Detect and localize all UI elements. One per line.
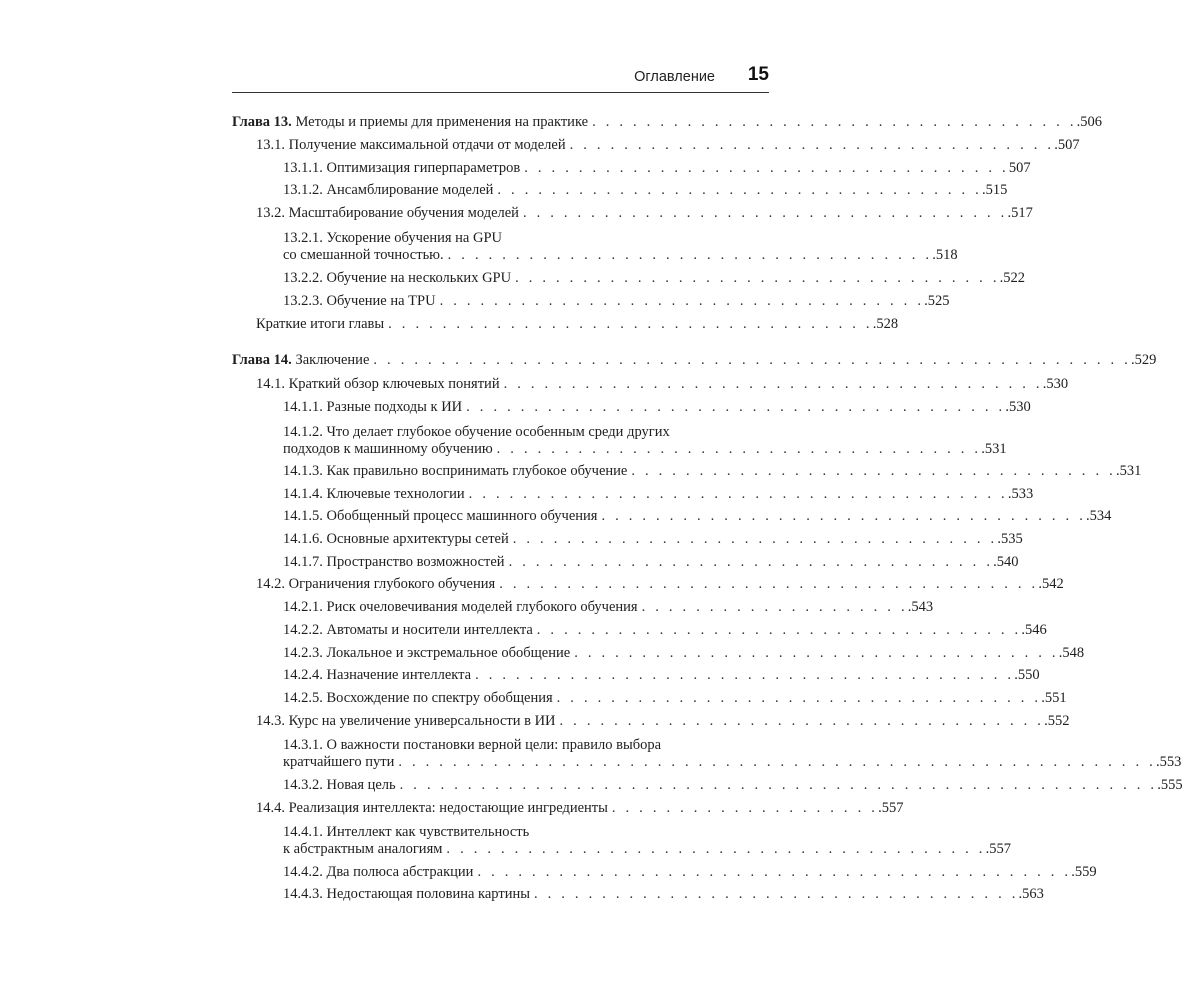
toc-page-number: .542 [1038,576,1064,592]
toc-entry-title: 13.2. Масштабирование обучения моделей [256,205,519,221]
toc-subsection-13-2-2[interactable] [283,270,1026,287]
toc-page-number: .525 [924,293,950,309]
leader-dots: . . . . . . . . . . . . . . . . . . . . . . . . . . . . . . . . . . . . . . . . [466,399,1006,415]
toc-subsection-14-4-1[interactable] [283,824,1011,858]
toc-entry-title-line2: кратчайшего пути [283,754,395,770]
toc-entry-title: 14.2.5. Восхождение по спектру обобщения [283,690,553,706]
toc-page-number: .546 [1021,622,1047,638]
toc-entry-title-line1: 13.2.1. Ускорение обучения на GPU [283,230,502,246]
leader-dots: . . . . . . . . . . . . . . . . . . . . . . . . . . . . . . . . . . . . . . . . . . . . . . . . . . . . . . . . [399,777,1158,793]
toc-entry-title-line2: подходов к машинному обучению [283,441,493,457]
toc-section-14-4[interactable] [256,800,904,817]
leader-dots: . . . . . . . . . . . . . . . . . . . . . . . . . . . . . . . . . . . . [559,713,1045,729]
leader-dots: . . . . . . . . . . . . . . . . . . . . . . . . . . . . . . . . . . . . [556,690,1042,706]
leader-dots: . . . . . . . . . . . . . . . . . . . . . . . . . . . . . . . . . . . . [496,441,982,457]
toc-subsection-14-1-1[interactable] [283,399,1031,416]
toc-page-number: .548 [1058,645,1085,661]
leader-dots: . . . . . . . . . . . . . . . . . . . . [611,800,879,816]
leader-dots: . . . . . . . . . . . . . . . . . . . . . . . . . . . . . . . . . . . . [524,160,1009,176]
toc-entry-title: 14.4. Реализация интеллекта: недостающие ингредиенты [256,800,608,816]
toc-entry-title: 14.2.1. Риск очеловечивания моделей глубокого обучения [283,599,638,615]
toc-page-number: .507 [1054,137,1080,153]
leader-dots: . . . . . . . . . . . . . . . . . . . . . . . . . . . . . . . . . . . . . . . . . . . . . . . . . . . . . . . . [373,352,1131,368]
leader-dots: . . . . . . . . . . . . . . . . . . . . . . . . . . . . . . . . . . . . [569,137,1055,153]
toc-entry-title: 14.2. Ограничения глубокого обучения [256,576,496,592]
toc-subsection-14-1-6[interactable] [283,531,1023,548]
leader-dots: . . . . . . . . . . . . . . . . . . . . . . . . . . . . . . . . . . . . [601,508,1087,524]
toc-entry-title-line2: со смешанной точностью. [283,247,444,263]
toc-entry-title: 14.1.3. Как правильно воспринимать глубокое обучение [283,463,628,479]
leader-dots: . . . . . . . . . . . . . . . . . . . . . . . . . . . . . . . . . . . . [439,293,925,309]
toc-subsection-14-1-7[interactable] [283,554,1019,571]
toc-entry-title: 14.3. Курс на увеличение универсальности в ИИ [256,713,556,729]
toc-subsection-13-1-2[interactable] [283,182,1008,199]
toc-subsection-14-1-4[interactable] [283,486,1034,503]
toc-subsection-14-1-3[interactable] [283,463,1142,480]
chapter-title: Методы и приемы для применения на практике [291,114,589,130]
toc-entry-title: Краткие итоги главы [256,316,385,332]
toc-subsection-14-2-1[interactable] [283,599,934,616]
toc-entry-title: 14.1.5. Обобщенный процесс машинного обучения [283,508,598,524]
leader-dots: . . . . . . . . . . . . . . . . . . . . . . . . . . . . . . . . . . . . [508,554,994,570]
toc-entry-title: 13.1.1. Оптимизация гиперпараметров [283,160,521,176]
table-of-contents [232,0,1183,1000]
toc-entry-title: 14.2.4. Назначение интеллекта [283,667,472,683]
toc-subsection-14-2-5[interactable] [283,690,1067,707]
toc-subsection-14-3-2[interactable] [283,777,1183,794]
toc-entry-title-line1: 14.4.1. Интеллект как чувствительность [283,824,530,840]
toc-page-number: .530 [1042,376,1069,392]
toc-subsection-13-1-1[interactable] [283,160,1031,177]
toc-page-number: .522 [999,270,1026,286]
toc-section-14-2[interactable] [256,576,1064,593]
leader-dots: . . . . . . . . . . . . . . . . . . . . . . . . . . . . . . . . . . . . . . . . [446,841,986,857]
toc-subsection-14-1-5[interactable] [283,508,1112,525]
toc-page-number: .518 [932,247,958,263]
page-number: 15 [747,64,769,85]
toc-page-number: .528 [872,316,899,332]
toc-page-number: .535 [997,531,1023,547]
leader-dots: . . . . . . . . . . . . . . . . . . . . . . . . . . . . . . . . . . . . [388,316,873,332]
toc-entry-title: 14.4.3. Недостающая половина картины [283,886,530,902]
toc-page-number: .534 [1086,508,1112,524]
toc-chapter-13-summary[interactable] [256,316,899,333]
leader-dots: . . . . . . . . . . . . . . . . . . . . . . . . . . . . . . . . . . . . [592,114,1077,130]
leader-dots: . . . . . . . . . . . . . . . . . . . . . . . . . . . . . . . . . . . . . . . . [499,576,1039,592]
toc-page-number: .531 [981,441,1007,457]
leader-dots: . . . . . . . . . . . . . . . . . . . . . . . . . . . . . . . . . . . . . . . . [503,376,1043,392]
toc-subsection-14-3-1[interactable] [283,737,1182,771]
toc-subsection-13-2-3[interactable] [283,293,950,310]
toc-subsection-13-2-1[interactable] [283,230,958,264]
toc-page-number: 507 [1008,160,1031,176]
toc-subsection-14-2-4[interactable] [283,667,1040,684]
leader-dots: . . . . . . . . . . . . . . . . . . . . . . . . . . . . . . . . . . . . [447,247,933,263]
toc-section-14-1[interactable] [256,376,1069,393]
toc-page-number: .515 [981,182,1008,198]
toc-entry-title: 14.3.2. Новая цель [283,777,396,793]
toc-entry-title: 14.4.2. Два полюса абстракции [283,864,474,880]
toc-entry-title: 14.2.2. Автоматы и носители интеллекта [283,622,533,638]
toc-page-number: .533 [1007,486,1034,502]
toc-entry-title: 14.1.1. Разные подходы к ИИ [283,399,463,415]
leader-dots: . . . . . . . . . . . . . . . . . . . . . . . . . . . . . . . . . . . . . . . . [475,667,1015,683]
toc-page-number: .540 [993,554,1019,570]
chapter-label: Глава 13. [232,114,292,130]
toc-page-number: .563 [1018,886,1044,902]
leader-dots: . . . . . . . . . . . . . . . . . . . . . . . . . . . . . . . . . . . . . . . . . . . . . . . . . . . . . . . . [398,754,1156,770]
toc-page-number: .555 [1157,777,1183,793]
toc-page-number: .543 [907,599,934,615]
toc-entry-title: 14.1.7. Пространство возможностей [283,554,505,570]
toc-page-number: .506 [1076,114,1103,130]
leader-dots: . . . . . . . . . . . . . . . . . . . . . . . . . . . . . . . . . . . . [631,463,1116,479]
toc-entry-title: 14.1.4. Ключевые технологии [283,486,465,502]
toc-entry-title-line1: 14.1.2. Что делает глубокое обучение особенным среди других [283,424,670,440]
toc-page-number: .550 [1014,667,1040,683]
toc-entry-title: 13.2.3. Обучение на TPU [283,293,436,309]
toc-entry-title-line2: к абстрактным аналогиям [283,841,443,857]
toc-page-number: .551 [1041,690,1067,706]
toc-subsection-14-1-2[interactable] [283,424,1007,458]
toc-entry-title: 13.1. Получение максимальной отдачи от моделей [256,137,566,153]
toc-page-number: .529 [1130,352,1157,368]
chapter-title: Заключение [291,352,370,368]
toc-entry-title: 14.2.3. Локальное и экстремальное обобщение [283,645,571,661]
toc-page-number: .559 [1071,864,1097,880]
toc-page-number: .517 [1007,205,1033,221]
leader-dots: . . . . . . . . . . . . . . . . . . . . . . . . . . . . . . . . . . . . [536,622,1022,638]
toc-subsection-14-2-3[interactable] [283,645,1085,662]
toc-chapter-14[interactable] [232,352,1157,369]
section-title: Оглавление [634,69,715,85]
toc-page-number: .557 [878,800,904,816]
leader-dots: . . . . . . . . . . . . . . . . . . . . . . . . . . . . . . . . . . . . [512,531,998,547]
toc-page-number: .553 [1155,754,1182,770]
toc-entry-title: 14.1. Краткий обзор ключевых понятий [256,376,500,392]
toc-chapter-13[interactable] [232,114,1103,131]
toc-subsection-14-2-2[interactable] [283,622,1047,639]
leader-dots: . . . . . . . . . . . . . . . . . . . . . . . . . . . . . . . . . . . . . . . . [468,486,1008,502]
toc-page-number: .531 [1115,463,1142,479]
leader-dots: . . . . . . . . . . . . . . . . . . . . . . . . . . . . . . . . . . . . [522,205,1008,221]
toc-entry-title: 13.2.2. Обучение на нескольких GPU [283,270,512,286]
leader-dots: . . . . . . . . . . . . . . . . . . . . . . . . . . . . . . . . . . . . [533,886,1019,902]
chapter-label: Глава 14. [232,352,292,368]
toc-page-number: .557 [985,841,1011,857]
toc-subsection-14-4-2[interactable] [283,864,1097,881]
toc-entry-title: 13.1.2. Ансамблирование моделей [283,182,494,198]
toc-entry-title: 14.1.6. Основные архитектуры сетей [283,531,509,547]
toc-section-14-3[interactable] [256,713,1070,730]
toc-section-13-2[interactable] [256,205,1033,222]
toc-page-number: .552 [1044,713,1070,729]
toc-section-13-1[interactable] [256,137,1080,154]
toc-page-number: .530 [1005,399,1031,415]
toc-subsection-14-4-3[interactable] [283,886,1044,903]
leader-dots: . . . . . . . . . . . . . . . . . . . . . . . . . . . . . . . . . . . . [574,645,1059,661]
leader-dots: . . . . . . . . . . . . . . . . . . . . . . . . . . . . . . . . . . . . . . . . . . . . [477,864,1072,880]
toc-entry-title-line1: 14.3.1. О важности постановки верной цели: правило выбора [283,737,662,753]
leader-dots: . . . . . . . . . . . . . . . . . . . . . . . . . . . . . . . . . . . . [497,182,982,198]
leader-dots: . . . . . . . . . . . . . . . . . . . . [641,599,908,615]
leader-dots: . . . . . . . . . . . . . . . . . . . . . . . . . . . . . . . . . . . . [515,270,1000,286]
